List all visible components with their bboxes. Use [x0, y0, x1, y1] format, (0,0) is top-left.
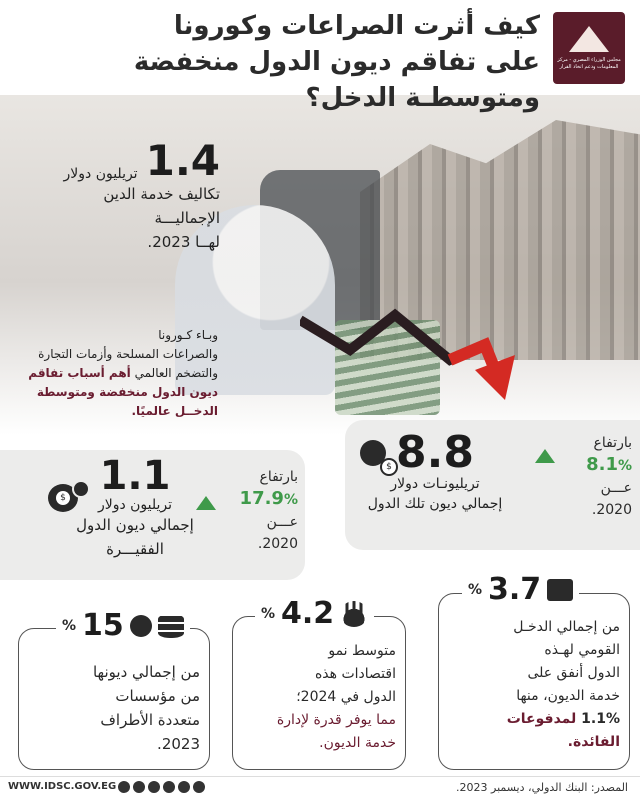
card-multilateral-line-3: متعددة الأطراف [100, 711, 200, 729]
idsc-logo [553, 12, 625, 84]
card-income-pct-sign: % [468, 581, 483, 598]
total-rise [560, 432, 632, 521]
card-income-value: 3.7 [488, 572, 542, 607]
card-growth-text [242, 640, 396, 755]
card-growth-line-2: اقتصادات هذه [314, 666, 396, 682]
poor-rise-arrow-icon [196, 495, 216, 514]
title-line-2: على تفاقم ديون الدول منخفضة [133, 47, 540, 77]
poor-rise-pct-sign: % [283, 492, 298, 508]
title-line-1: كيف أثرت الصراعات وكورونا [173, 11, 540, 41]
card-growth-header [255, 596, 374, 631]
card-multilateral-line-1: من إجمالي ديونها [92, 663, 200, 681]
card-income-text [446, 616, 620, 754]
linkedin-icon[interactable] [178, 781, 190, 793]
poor-debt-desc-1: إجمالي ديون الدول [76, 516, 194, 534]
poor-debt-desc-2: الفقيـــرة [106, 540, 164, 558]
intro-line-3a: والتضخم العالمي [130, 366, 218, 380]
total-debt-unit: تريليونـات دولار [390, 476, 480, 492]
poor-rise-year: 2020. [257, 536, 298, 552]
facebook-icon[interactable] [118, 781, 130, 793]
card-income-line-5b: لمدفوعات [506, 711, 577, 727]
poor-rise [220, 466, 298, 555]
debt-service-line-2: الإجماليـــة [154, 209, 220, 227]
intro-paragraph [18, 326, 218, 421]
debt-service-stat [30, 136, 220, 254]
card-multilateral-line-2: من مؤسسات [115, 687, 200, 705]
poor-debt-stat [60, 455, 210, 561]
tiktok-icon[interactable] [193, 781, 205, 793]
poor-debt-unit: تريليون دولار [97, 497, 173, 513]
debt-service-line-1: تكاليف خدمة الدين [103, 185, 220, 203]
percent-circle-icon [130, 615, 152, 637]
card-growth-line-4: مما يوفر قدرة لإدارة [276, 712, 396, 728]
intro-line-1: وبـاء كـورونا [158, 328, 218, 342]
globe-growth-icon [340, 601, 368, 627]
youtube-icon[interactable] [148, 781, 160, 793]
wallet-icon [547, 579, 573, 601]
card-growth-line-3: الدول في 2024؛ [296, 689, 396, 705]
poor-rise-pct: 17.9 [239, 488, 284, 509]
money-bag-icon: $ [48, 478, 88, 514]
card-multilateral-text [28, 660, 200, 756]
footer [0, 776, 640, 800]
card-growth-pct-sign: % [261, 605, 276, 622]
card-income-line-2: القومي لهـذه [544, 642, 620, 658]
intro-line-4: ديون الدول منخفضة ومتوسطة [36, 385, 218, 399]
poor-rise-label: بارتفاع [259, 469, 298, 485]
debt-service-value: 1.4 [145, 136, 220, 185]
intro-line-3 [18, 364, 218, 383]
page-title [80, 8, 540, 116]
pyramid-icon [569, 26, 609, 52]
intro-line-5: الدخــل عالميًا. [131, 404, 218, 418]
coin-stack-icon [158, 614, 184, 638]
total-rise-pct-sign: % [617, 458, 632, 474]
total-debt-stat [350, 427, 520, 516]
card-income-line-3: الدول أنفق على [527, 665, 620, 681]
card-income-header [462, 572, 579, 607]
total-rise-arrow-icon [535, 448, 555, 467]
poor-debt-value: 1.1 [99, 453, 171, 499]
card-multilateral-line-4: 2023. [157, 735, 200, 753]
intro-highlight: أهم أسباب تفاقم [28, 366, 131, 380]
total-rise-pct: 8.1 [586, 454, 618, 475]
card-multilateral-value: 15 [82, 608, 124, 643]
debt-service-unit: تريليون دولار [63, 166, 138, 182]
instagram-icon[interactable] [163, 781, 175, 793]
total-rise-label: بارتفاع [593, 435, 632, 451]
card-income-line-1: من إجمالي الدخـل [513, 619, 620, 635]
title-line-3: ومتوسطـة الدخل؟ [305, 83, 540, 113]
card-income-line-6: الفائدة. [567, 734, 620, 750]
total-rise-year: 2020. [591, 502, 632, 518]
x-icon[interactable] [133, 781, 145, 793]
footer-url[interactable]: WWW.IDSC.GOV.EG [8, 781, 117, 792]
logo-text: مجلس الوزراء المصري - مركز المعلومات ودعم اتخاذ القرار [557, 57, 621, 70]
card-multilateral-header [56, 608, 190, 643]
pie-chart-dollar-icon: $ [360, 440, 386, 466]
footer-source: المصدر: البنك الدولي، ديسمبر 2023. [456, 781, 628, 794]
card-growth-line-1: متوسط نمو [328, 643, 396, 659]
card-growth-line-5: خدمة الديون. [319, 735, 396, 751]
card-multilateral-pct-sign: % [62, 617, 77, 634]
card-income-line-4: خدمة الديون، منها [516, 688, 620, 704]
card-income-line-5a: 1.1% [576, 711, 620, 727]
decline-arrow-icon [300, 300, 520, 410]
total-rise-from: عـــن [600, 480, 632, 496]
social-icons [118, 781, 205, 793]
debt-service-line-3: لهــا 2023. [147, 233, 220, 251]
intro-line-2: والصراعات المسلحة وأزمات التجارة [38, 347, 218, 361]
total-debt-desc: إجمالي ديون تلك الدول [367, 496, 503, 512]
card-growth-value: 4.2 [281, 596, 335, 631]
total-debt-value: 8.8 [396, 427, 474, 478]
poor-rise-from: عـــن [266, 514, 298, 530]
